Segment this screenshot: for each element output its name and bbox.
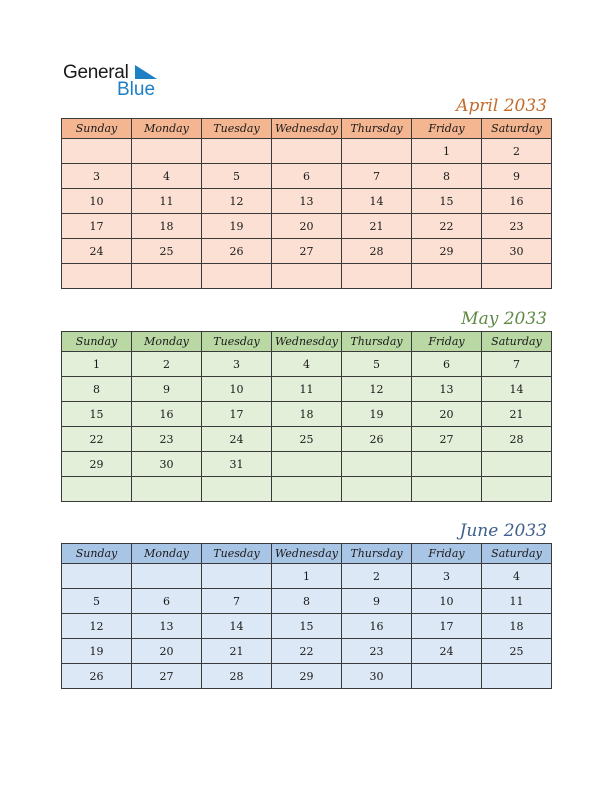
day-cell: 13 (272, 189, 342, 214)
day-cell (482, 477, 552, 502)
week-row (62, 452, 552, 477)
day-cell (272, 264, 342, 289)
day-cell: 19 (62, 639, 132, 664)
logo-triangle-icon (135, 65, 157, 79)
day-cell: 16 (132, 402, 202, 427)
week-row (62, 427, 552, 452)
day-cell (412, 664, 482, 689)
week-row (62, 239, 552, 264)
day-cell: 4 (132, 164, 202, 189)
day-cell: 21 (482, 402, 552, 427)
day-cell: 18 (272, 402, 342, 427)
day-cell: 22 (272, 639, 342, 664)
weekday-header: Tuesday (202, 332, 272, 352)
day-cell (412, 452, 482, 477)
day-cell: 25 (482, 639, 552, 664)
week-row (62, 564, 552, 589)
day-cell: 4 (272, 352, 342, 377)
day-cell: 9 (482, 164, 552, 189)
day-cell: 9 (342, 589, 412, 614)
weekday-header: Wednesday (272, 544, 342, 564)
week-row (62, 639, 552, 664)
day-cell: 21 (202, 639, 272, 664)
day-cell: 12 (62, 614, 132, 639)
day-cell: 10 (62, 189, 132, 214)
week-row (62, 377, 552, 402)
day-cell (62, 139, 132, 164)
month-grid (61, 543, 552, 689)
day-cell (482, 664, 552, 689)
day-cell: 9 (132, 377, 202, 402)
day-cell (342, 139, 412, 164)
day-cell: 24 (62, 239, 132, 264)
day-cell: 19 (202, 214, 272, 239)
logo-word-blue: Blue (117, 79, 156, 100)
day-cell (132, 564, 202, 589)
logo-word-general: General (63, 62, 129, 83)
day-cell: 2 (342, 564, 412, 589)
day-cell: 21 (342, 214, 412, 239)
weekday-header: Wednesday (272, 119, 342, 139)
day-cell: 17 (62, 214, 132, 239)
day-cell: 14 (482, 377, 552, 402)
day-cell: 23 (132, 427, 202, 452)
day-cell: 25 (132, 239, 202, 264)
day-cell: 27 (132, 664, 202, 689)
day-cell (272, 139, 342, 164)
day-cell: 22 (412, 214, 482, 239)
day-cell: 26 (202, 239, 272, 264)
day-cell: 7 (482, 352, 552, 377)
day-cell: 28 (482, 427, 552, 452)
day-cell (62, 564, 132, 589)
day-cell: 29 (272, 664, 342, 689)
day-cell: 8 (272, 589, 342, 614)
day-cell: 30 (342, 664, 412, 689)
weekday-header: Monday (132, 544, 202, 564)
weekday-header: Saturday (482, 332, 552, 352)
day-cell: 10 (412, 589, 482, 614)
day-cell: 16 (482, 189, 552, 214)
day-cell: 25 (272, 427, 342, 452)
day-cell: 23 (482, 214, 552, 239)
day-cell: 30 (482, 239, 552, 264)
day-cell: 13 (132, 614, 202, 639)
week-row (62, 189, 552, 214)
day-cell: 5 (342, 352, 412, 377)
day-cell: 3 (202, 352, 272, 377)
day-cell: 1 (62, 352, 132, 377)
day-cell: 2 (132, 352, 202, 377)
month-title: April 2033 (456, 96, 547, 116)
day-cell: 15 (412, 189, 482, 214)
day-cell: 19 (342, 402, 412, 427)
day-cell (132, 477, 202, 502)
week-row (62, 664, 552, 689)
day-cell: 20 (132, 639, 202, 664)
week-row (62, 589, 552, 614)
day-cell (412, 477, 482, 502)
day-cell (202, 477, 272, 502)
day-cell: 17 (412, 614, 482, 639)
generalblue-logo (63, 62, 163, 102)
day-cell (62, 477, 132, 502)
day-cell: 8 (412, 164, 482, 189)
day-cell: 12 (202, 189, 272, 214)
day-cell: 18 (482, 614, 552, 639)
weekday-header: Friday (412, 119, 482, 139)
week-row (62, 264, 552, 289)
day-cell: 13 (412, 377, 482, 402)
day-cell: 6 (412, 352, 482, 377)
weekday-header-row (62, 332, 552, 352)
day-cell: 20 (412, 402, 482, 427)
weekday-header: Tuesday (202, 119, 272, 139)
day-cell: 6 (272, 164, 342, 189)
day-cell (482, 452, 552, 477)
day-cell: 29 (62, 452, 132, 477)
week-row (62, 477, 552, 502)
weekday-header: Monday (132, 332, 202, 352)
day-cell: 28 (202, 664, 272, 689)
day-cell: 3 (62, 164, 132, 189)
day-cell (342, 477, 412, 502)
weekday-header: Thursday (342, 119, 412, 139)
day-cell (132, 139, 202, 164)
day-cell (272, 452, 342, 477)
month-title: June 2033 (459, 521, 547, 541)
day-cell: 11 (132, 189, 202, 214)
day-cell: 17 (202, 402, 272, 427)
day-cell (202, 139, 272, 164)
weekday-header: Monday (132, 119, 202, 139)
week-row (62, 214, 552, 239)
day-cell: 4 (482, 564, 552, 589)
day-cell: 14 (342, 189, 412, 214)
weekday-header: Saturday (482, 544, 552, 564)
day-cell: 10 (202, 377, 272, 402)
weekday-header: Thursday (342, 544, 412, 564)
day-cell: 28 (342, 239, 412, 264)
day-cell (202, 264, 272, 289)
weekday-header: Sunday (62, 119, 132, 139)
day-cell: 12 (342, 377, 412, 402)
day-cell: 16 (342, 614, 412, 639)
day-cell: 7 (202, 589, 272, 614)
day-cell: 24 (412, 639, 482, 664)
day-cell: 23 (342, 639, 412, 664)
day-cell: 22 (62, 427, 132, 452)
day-cell: 8 (62, 377, 132, 402)
day-cell (132, 264, 202, 289)
day-cell (342, 452, 412, 477)
day-cell: 15 (272, 614, 342, 639)
weekday-header: Saturday (482, 119, 552, 139)
month-title: May 2033 (461, 309, 547, 329)
day-cell: 1 (412, 139, 482, 164)
day-cell: 7 (342, 164, 412, 189)
day-cell (342, 264, 412, 289)
day-cell: 31 (202, 452, 272, 477)
weekday-header: Friday (412, 332, 482, 352)
day-cell: 1 (272, 564, 342, 589)
week-row (62, 164, 552, 189)
day-cell: 15 (62, 402, 132, 427)
week-row (62, 614, 552, 639)
day-cell: 30 (132, 452, 202, 477)
day-cell (202, 564, 272, 589)
week-row (62, 352, 552, 377)
day-cell: 18 (132, 214, 202, 239)
weekday-header: Thursday (342, 332, 412, 352)
day-cell: 27 (412, 427, 482, 452)
day-cell: 29 (412, 239, 482, 264)
day-cell (272, 477, 342, 502)
month-grid (61, 331, 552, 502)
day-cell: 3 (412, 564, 482, 589)
weekday-header-row (62, 544, 552, 564)
day-cell: 11 (482, 589, 552, 614)
day-cell: 26 (342, 427, 412, 452)
week-row (62, 402, 552, 427)
day-cell: 26 (62, 664, 132, 689)
day-cell: 5 (202, 164, 272, 189)
day-cell: 24 (202, 427, 272, 452)
month-grid (61, 118, 552, 289)
weekday-header: Sunday (62, 332, 132, 352)
weekday-header: Sunday (62, 544, 132, 564)
weekday-header-row (62, 119, 552, 139)
weekday-header: Tuesday (202, 544, 272, 564)
weekday-header: Friday (412, 544, 482, 564)
weekday-header: Wednesday (272, 332, 342, 352)
day-cell: 6 (132, 589, 202, 614)
week-row (62, 139, 552, 164)
day-cell: 20 (272, 214, 342, 239)
day-cell: 27 (272, 239, 342, 264)
day-cell: 2 (482, 139, 552, 164)
day-cell: 14 (202, 614, 272, 639)
day-cell: 5 (62, 589, 132, 614)
day-cell (62, 264, 132, 289)
day-cell (482, 264, 552, 289)
day-cell: 11 (272, 377, 342, 402)
day-cell (412, 264, 482, 289)
